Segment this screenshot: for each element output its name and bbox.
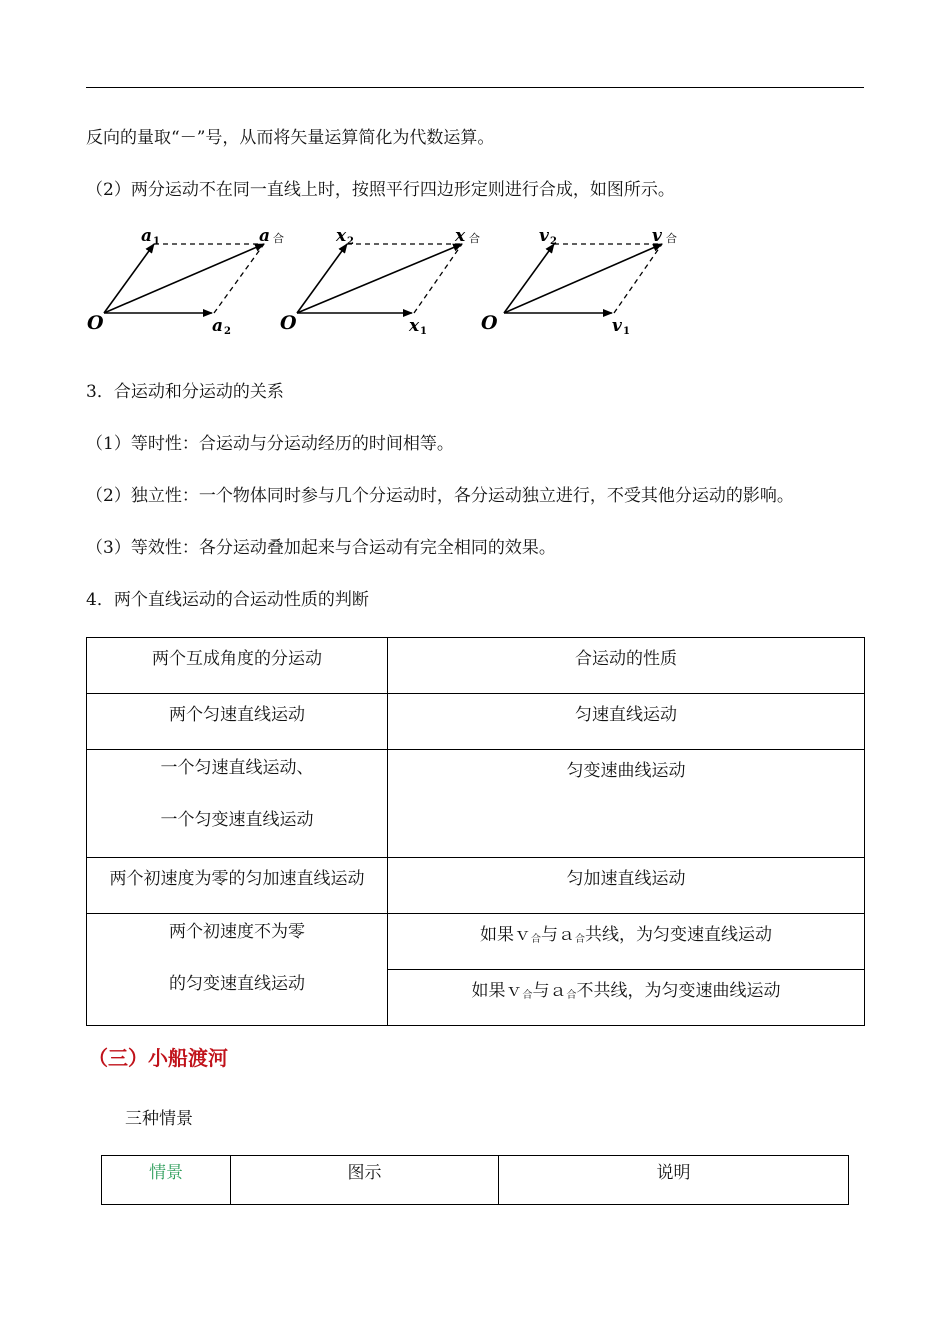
section3-p3: （3）等效性：各分运动叠加起来与合运动有完全相同的效果。 [86,538,556,558]
motion-nature-table [86,637,865,1026]
d1-v2: a [212,316,224,336]
boat-head-notes: 说明 [499,1156,849,1205]
table-head-left: 两个互成角度的分运动 [87,638,388,694]
boat-section-subtitle: 三种情景 [125,1109,193,1129]
section4-title: 4．两个直线运动的合运动性质的判断 [86,590,369,610]
table-head-right: 合运动的性质 [388,638,865,694]
section3-title: 3．合运动和分运动的关系 [86,382,284,402]
d2-origin: O [280,312,297,334]
table-r4-left: 两个初速度不为零 的匀变速直线运动 [87,914,388,1026]
d3-v1: v [539,226,549,246]
table-r4-right-b: 如果ｖ$_合$与ａ$_合$不共线，为匀变速曲线运动 [388,970,865,1026]
table-r3-right: 匀加速直线运动 [388,858,865,914]
svg-text:2: 2 [550,236,557,247]
diagram-displacement [280,226,480,337]
header-rule [86,87,864,88]
d2-res: x [455,226,466,246]
svg-text:2: 2 [347,236,354,247]
table-r3-left: 两个初速度为零的匀加速直线运动 [87,858,388,914]
diagram-velocity [481,226,677,337]
boat-section-heading: （三）小船渡河 [88,1046,228,1070]
svg-text:1: 1 [420,326,427,337]
svg-text:2: 2 [224,326,231,337]
d3-res: v [652,226,662,246]
section3-p1: （1）等时性：合运动与分运动经历的时间相等。 [86,434,454,454]
boat-scenario-table [101,1155,849,1205]
svg-text:1: 1 [623,326,630,337]
d2-v2: x [409,316,420,336]
svg-text:1: 1 [153,236,160,247]
d1-res: a [259,226,271,246]
d3-v2: v [612,316,622,336]
table-r2-left: 一个匀速直线运动、 一个匀变速直线运动 [87,750,388,858]
table-r4-right-a: 如果ｖ$_合$与ａ$_合$共线，为匀变速直线运动 [388,914,865,970]
diagram-acceleration [87,226,284,337]
table-r1-left: 两个匀速直线运动 [87,694,388,750]
svg-text:合: 合 [666,232,677,245]
d2-v1: x [336,226,347,246]
table-r2-right: 匀变速曲线运动 [388,750,865,858]
table-r1-right: 匀速直线运动 [388,694,865,750]
d3-origin: O [481,312,498,334]
section3-p2: （2）独立性：一个物体同时参与几个分运动时，各分运动独立进行，不受其他分运动的影响。 [86,486,794,506]
svg-text:合: 合 [273,232,284,245]
boat-head-diagram: 图示 [231,1156,499,1205]
parallelogram-diagrams [84,222,704,337]
intro-line-2: （2）两分运动不在同一直线上时，按照平行四边形定则进行合成，如图所示。 [86,180,675,200]
intro-line-1: 反向的量取“－”号，从而将矢量运算简化为代数运算。 [86,128,495,148]
boat-head-scenario: 情景 [102,1156,231,1205]
svg-text:合: 合 [469,232,480,245]
d1-v1: a [141,226,153,246]
d1-origin: O [87,312,104,334]
